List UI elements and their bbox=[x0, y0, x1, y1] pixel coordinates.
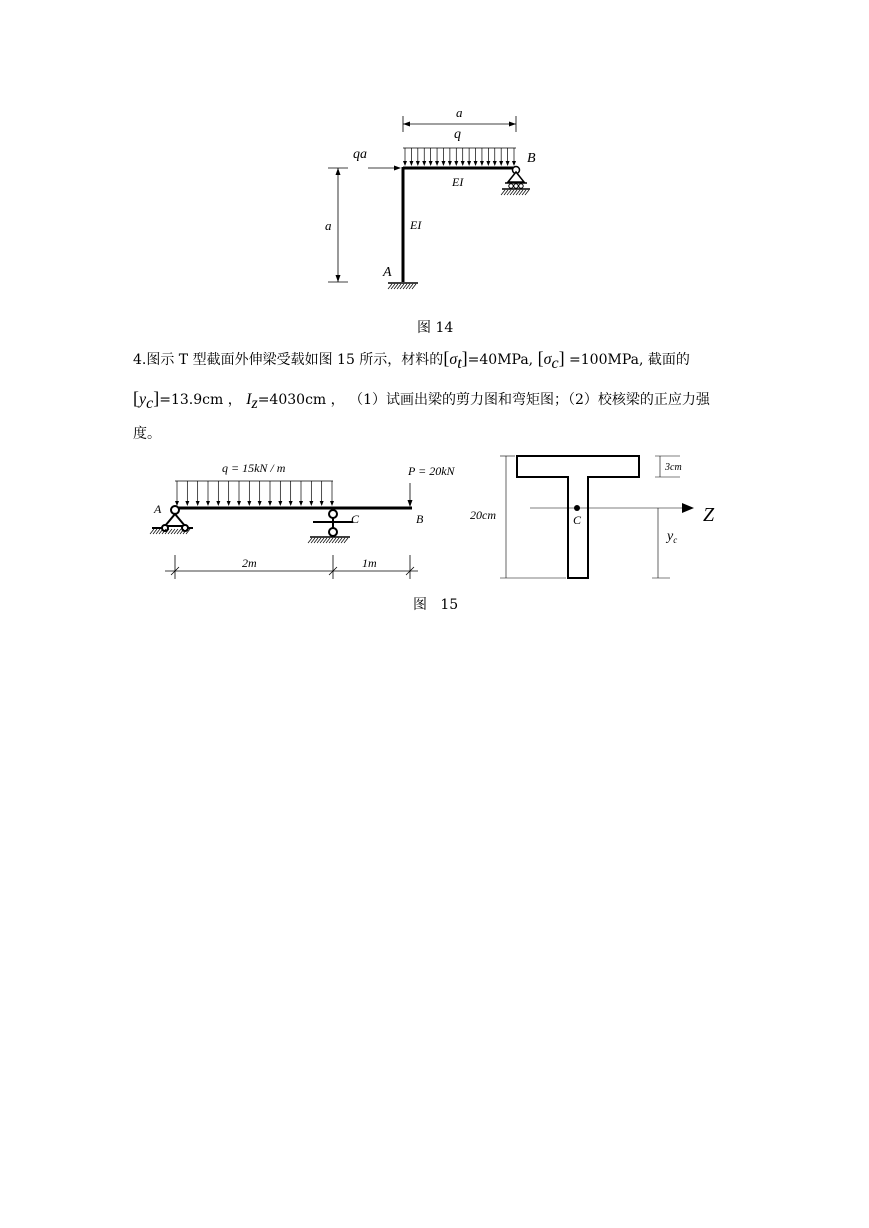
problem-text-1a: 图示 T 型截面外伸梁受载如图 15 所示，材料的 bbox=[146, 352, 444, 368]
section-z-axis-label: Z bbox=[703, 504, 715, 526]
fig14-roller-support-b bbox=[501, 167, 530, 196]
fig15-roller-support-c bbox=[308, 510, 353, 543]
fig15-p-load-label: P = 20kN bbox=[408, 464, 455, 478]
problem-text-1c: =100MPa, 截面的 bbox=[564, 352, 690, 368]
figure-15-beam bbox=[140, 455, 470, 585]
section-height-label: 20cm bbox=[470, 508, 496, 522]
fig15-span-1-label: 2m bbox=[242, 556, 257, 570]
sigma-t-symbol: σ bbox=[449, 351, 458, 368]
fig14-dim-top-label: a bbox=[456, 105, 463, 120]
section-centroid-label: C bbox=[573, 513, 582, 527]
problem-line-3: 度。 bbox=[133, 426, 161, 442]
iz-symbol: I bbox=[246, 391, 252, 408]
fig15-q-load-label: q = 15kN / m bbox=[222, 461, 286, 475]
yc-symbol: y bbox=[139, 391, 147, 408]
yc-sub: c bbox=[146, 394, 154, 412]
iz-sub: z bbox=[251, 394, 258, 412]
figure-14-caption: 图 14 bbox=[417, 320, 454, 336]
figure-15-caption: 图 15 bbox=[413, 597, 459, 613]
section-flange-thickness-label: 3cm bbox=[665, 462, 682, 473]
sigma-t-sub: t bbox=[457, 354, 462, 372]
fig15-node-a-label: A bbox=[154, 502, 162, 516]
fig14-fixed-support-a bbox=[388, 283, 418, 289]
fig15-span-2-label: 1m bbox=[362, 556, 377, 570]
fig14-dim-left-label: a bbox=[325, 218, 332, 233]
problem-text-2a: =13.9cm ， bbox=[159, 392, 247, 408]
fig14-point-load-label: qa bbox=[353, 147, 367, 162]
fig15-distributed-load-arrows bbox=[175, 481, 334, 506]
fig14-node-a-label: A bbox=[383, 265, 392, 280]
problem-text-1b: =40MPa, bbox=[467, 352, 538, 368]
fig14-load-q-label: q bbox=[454, 127, 461, 142]
problem-text-2b: =4030cm ， （1）试画出梁的剪力图和弯矩图；（2）校核梁的正应力强 bbox=[257, 392, 710, 408]
figure-14 bbox=[310, 100, 550, 300]
fig14-column-ei-label: EI bbox=[410, 218, 422, 232]
sigma-c-symbol: σ bbox=[543, 351, 552, 368]
fig15-node-b-label: B bbox=[416, 512, 424, 526]
fig14-beam-ei-label: EI bbox=[452, 175, 464, 189]
section-centroid-point bbox=[574, 505, 580, 511]
problem-line-2: $[y_c]=13.9cm$ ， $I_z=4030cm$ ， （1）试画出梁的剪力图和弯矩图；（2）校核梁的正应力强 bbox=[133, 388, 710, 412]
figure-15-section bbox=[470, 450, 730, 585]
fig14-distributed-load-arrows bbox=[403, 148, 516, 166]
fig14-node-b-label: B bbox=[527, 151, 536, 166]
problem-number: 4. bbox=[133, 352, 147, 368]
sigma-c-sub: c bbox=[551, 354, 559, 372]
problem-line-1: 4.图示 T 型截面外伸梁受载如图 15 所示，材料的$[\sigma_t]=40MPa$, $[\sigma_c] =100MPa$, 截面的 bbox=[133, 348, 690, 372]
section-yc-label: $y_c$ bbox=[667, 529, 678, 545]
fig15-node-c-label: C bbox=[351, 512, 360, 526]
